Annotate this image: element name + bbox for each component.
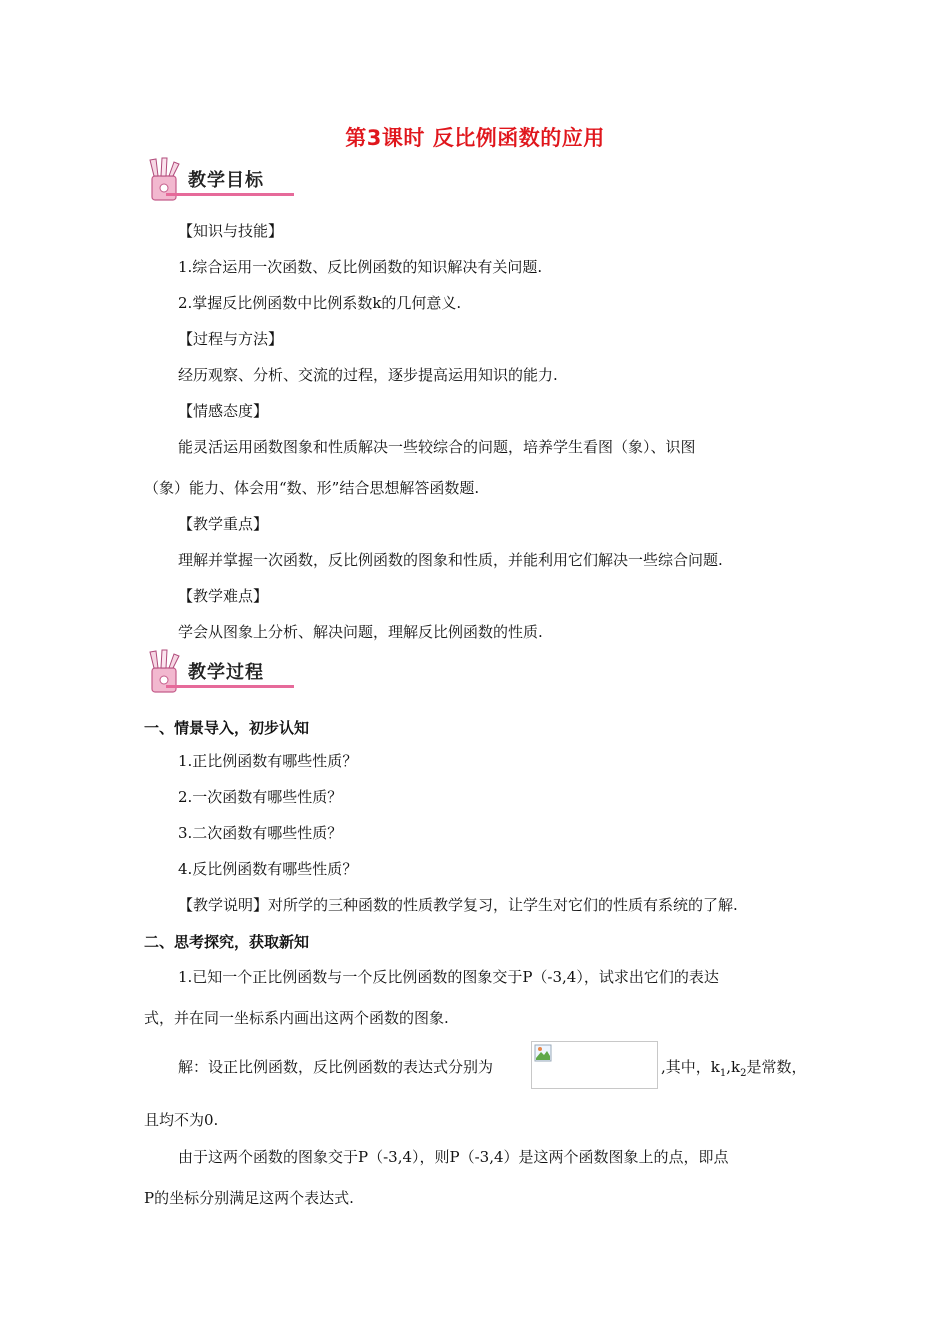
- solution-intro: 解：设正比例函数，反比例函数的表达式分别为: [178, 1058, 494, 1076]
- knowledge-item-1: 1.综合运用一次函数、反比例函数的知识解决有关问题.: [178, 258, 543, 276]
- method-item-1: 经历观察、分析、交流的过程，逐步提高运用知识的能力.: [178, 366, 558, 384]
- solution-para-line-2: P的坐标分别满足这两个表达式.: [144, 1189, 354, 1207]
- banner-underline: [166, 685, 294, 688]
- knowledge-item-2: 2.掌握反比例函数中比例系数k的几何意义.: [178, 294, 462, 312]
- banner-label: 教学目标: [188, 170, 264, 191]
- key-item-1: 理解并掌握一次函数，反比例函数的图象和性质，并能利用它们解决一些综合问题.: [178, 551, 723, 569]
- section-banner-process: [144, 648, 294, 694]
- question-2: 2.一次函数有哪些性质？: [178, 788, 343, 806]
- broken-image-icon: [534, 1044, 552, 1062]
- part2-heading: 二、思考探究，获取新知: [144, 933, 310, 951]
- emotion-text-line-2: （象）能力、体会用“数、形”结合思想解答函数题.: [144, 479, 480, 497]
- question-1: 1.正比例函数有哪些性质？: [178, 752, 358, 770]
- key-heading: 【教学重点】: [178, 515, 269, 533]
- part1-heading: 一、情景导入，初步认知: [144, 719, 310, 737]
- question-3: 3.二次函数有哪些性质？: [178, 824, 343, 842]
- solution-line-2: 且均不为0.: [144, 1111, 219, 1129]
- solution-constants: ,其中，$k_1,k_2$是常数，: [661, 1058, 807, 1079]
- knowledge-heading: 【知识与技能】: [178, 222, 284, 240]
- question-4: 4.反比例函数有哪些性质？: [178, 860, 358, 878]
- banner-label: 教学过程: [188, 662, 264, 683]
- teaching-note: 【教学说明】对所学的三种函数的性质教学复习，让学生对它们的性质有系统的了解.: [178, 896, 738, 914]
- section-banner-goals: [144, 156, 294, 202]
- formula-image-placeholder: [531, 1041, 658, 1089]
- example-1-line-2: 式，并在同一坐标系内画出这两个函数的图象.: [144, 1009, 449, 1027]
- example-1-line-1: 1.已知一个正比例函数与一个反比例函数的图象交于P（-3,4），试求出它们的表达: [178, 968, 719, 986]
- difficulty-item-1: 学会从图象上分析、解决问题，理解反比例函数的性质.: [178, 623, 543, 641]
- emotion-text-line-1: 能灵活运用函数图象和性质解决一些较综合的问题，培养学生看图（象）、识图: [178, 438, 696, 456]
- method-heading: 【过程与方法】: [178, 330, 284, 348]
- emotion-heading: 【情感态度】: [178, 402, 269, 420]
- banner-underline: [166, 193, 294, 196]
- page-title: 第3课时 反比例函数的应用: [345, 126, 605, 150]
- difficulty-heading: 【教学难点】: [178, 587, 269, 605]
- solution-para-line-1: 由于这两个函数的图象交于P（-3,4），则P（-3,4）是这两个函数图象上的点，即点: [178, 1148, 729, 1166]
